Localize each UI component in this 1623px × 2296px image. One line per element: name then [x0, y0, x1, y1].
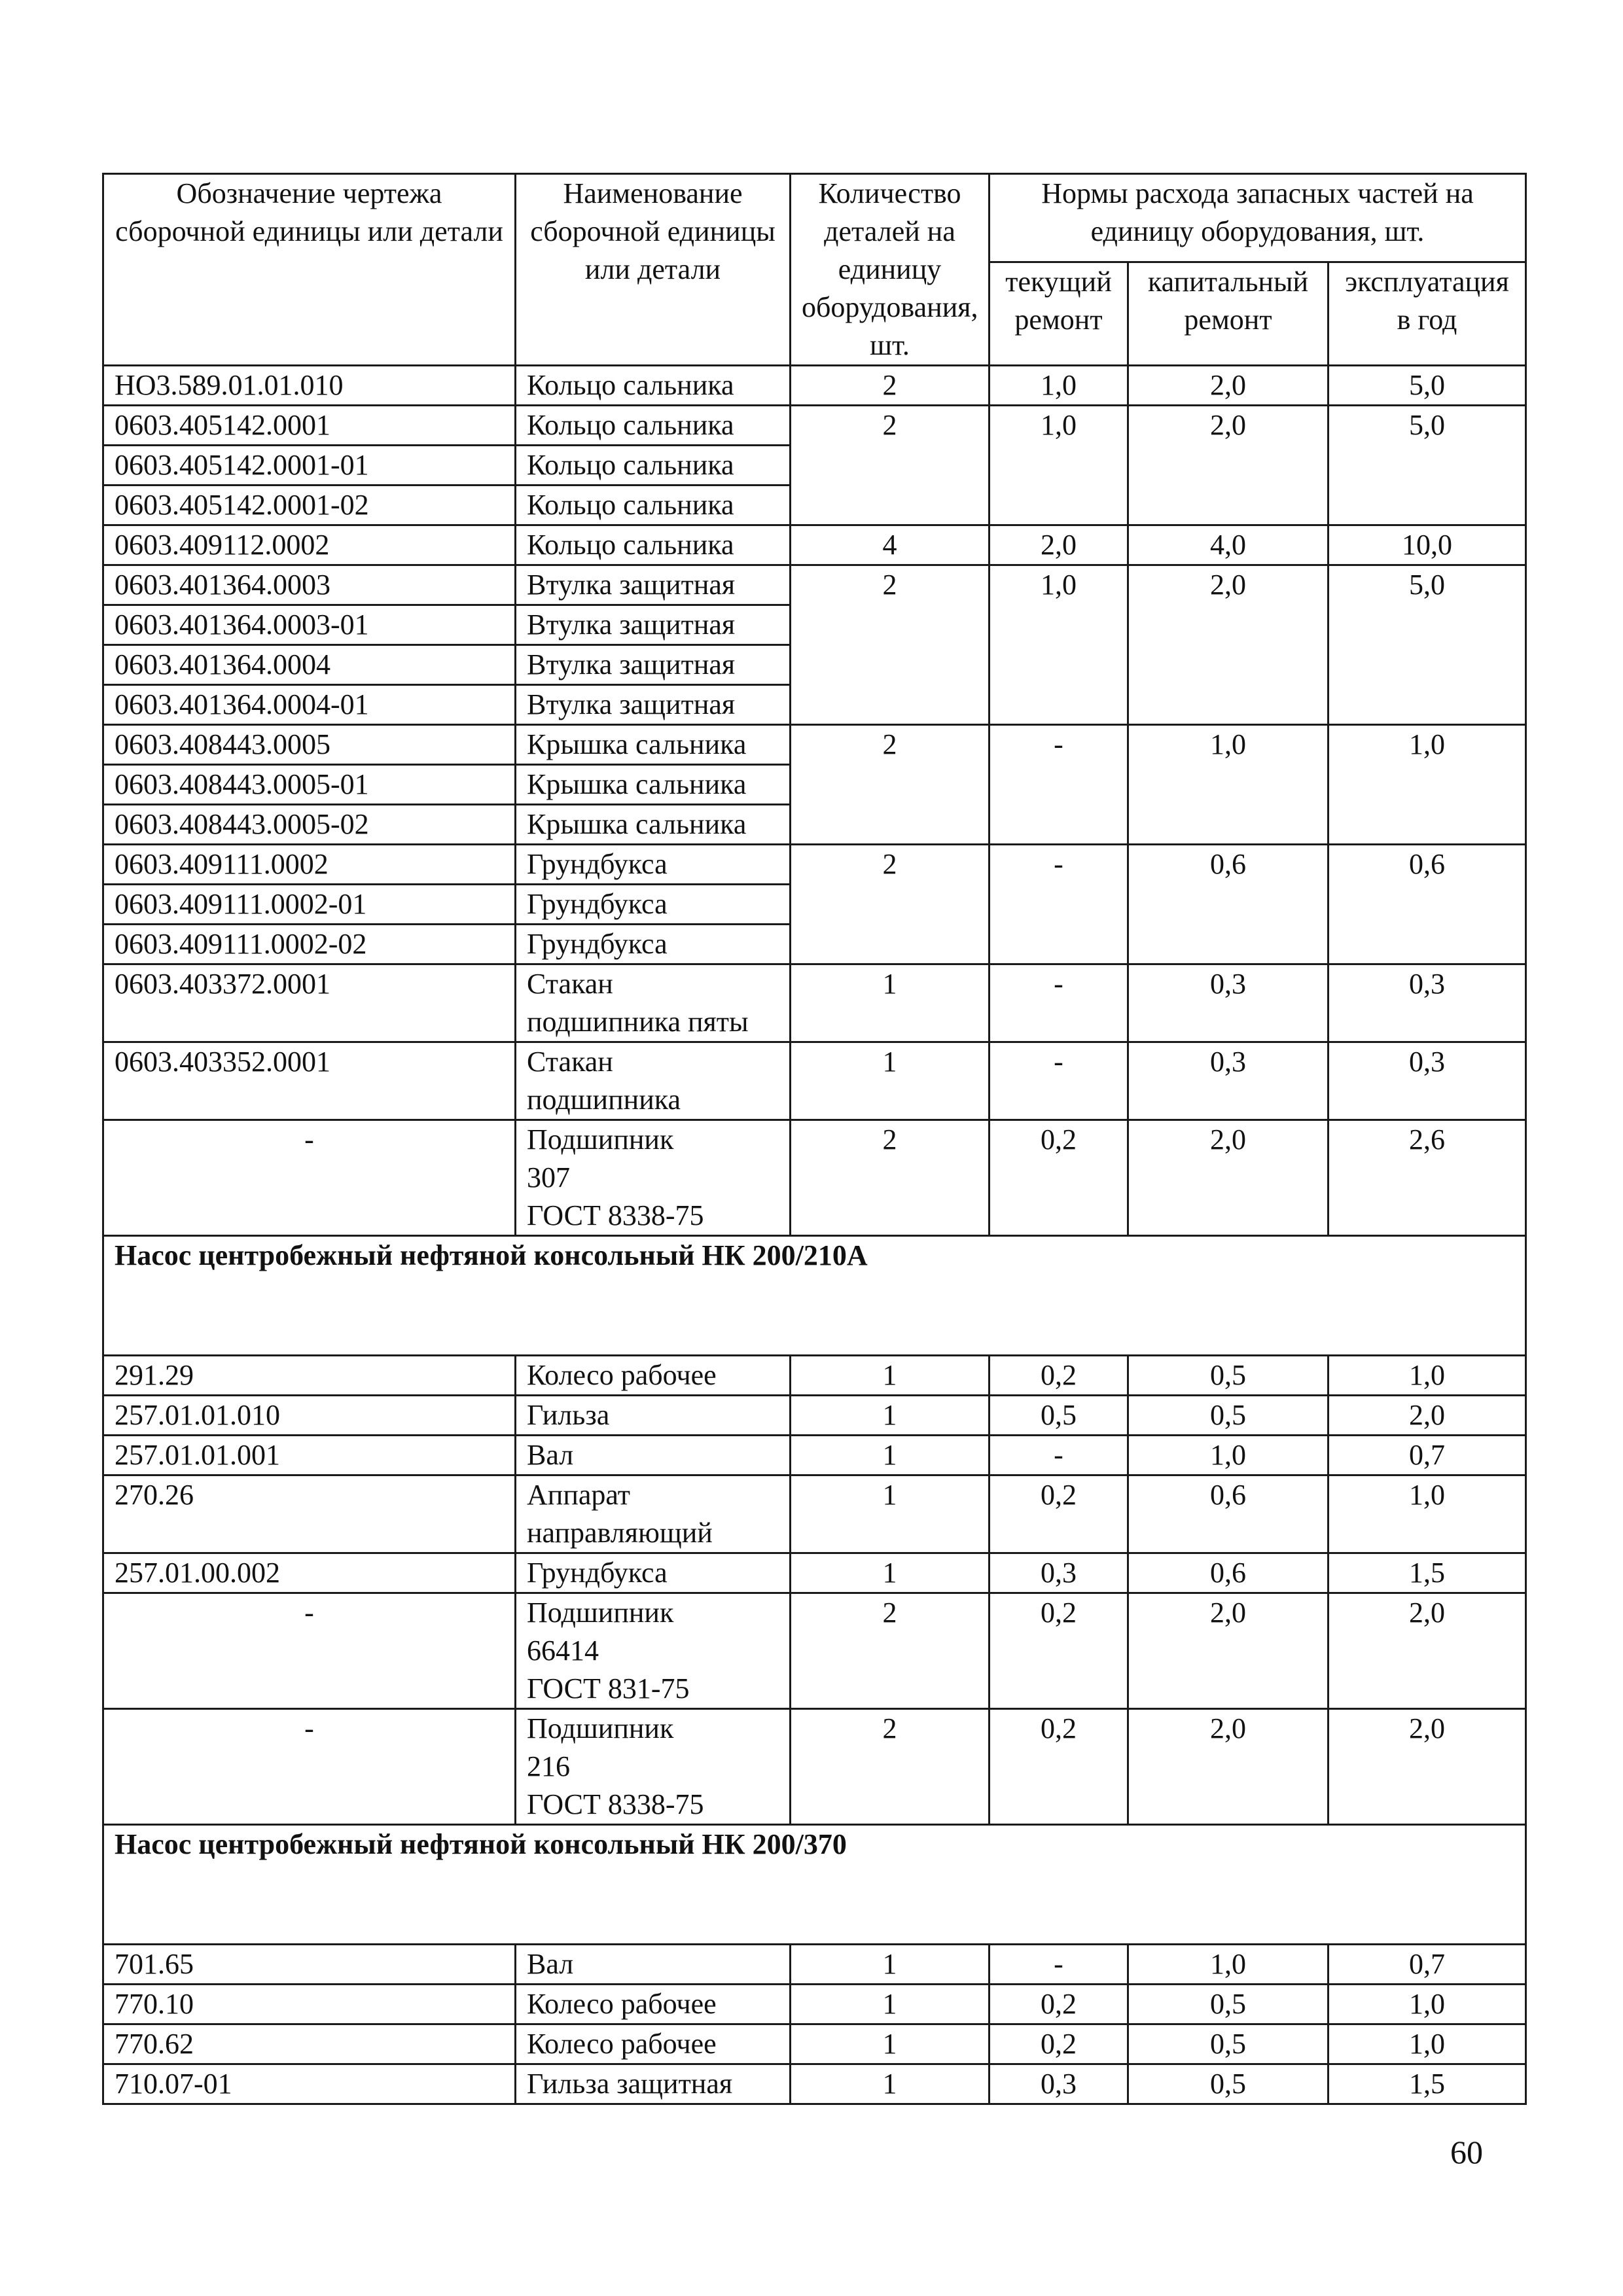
row-current: 1,0 [990, 366, 1128, 406]
row-capital: 0,5 [1128, 1396, 1329, 1436]
row-code: 0603.408443.0005-01 [103, 765, 516, 805]
row-capital: 0,5 [1128, 1985, 1329, 2024]
row-capital: 0,6 [1128, 1553, 1329, 1593]
row-operation: 5,0 [1329, 565, 1526, 725]
row-current: 0,3 [990, 2064, 1128, 2104]
row-name: Колесо рабочее [516, 1985, 791, 2024]
row-name: Колесо рабочее [516, 2024, 791, 2064]
row-current: 0,2 [990, 1475, 1128, 1553]
row-qty: 1 [791, 1985, 990, 2024]
header-designation: Обозначение чертежа сборочной единицы или детали [103, 174, 516, 366]
row-qty: 2 [791, 366, 990, 406]
row-name-line: ГОСТ 831-75 [527, 1672, 690, 1704]
row-current: - [990, 1436, 1128, 1475]
row-name-line: Подшипник [527, 1597, 674, 1629]
row-code: - [103, 1709, 516, 1825]
row-name: Втулка защитная [516, 685, 791, 725]
row-name-line: Стакан [527, 968, 613, 1000]
row-qty: 1 [791, 1553, 990, 1593]
row-operation: 1,0 [1329, 2024, 1526, 2064]
row-operation: 2,0 [1329, 1593, 1526, 1709]
row-capital: 2,0 [1128, 406, 1329, 525]
row-code: 710.07-01 [103, 2064, 516, 2104]
row-current: 0,2 [990, 2024, 1128, 2064]
row-code: - [103, 1593, 516, 1709]
row-name: Крышка сальника [516, 725, 791, 765]
header-capital-repair: капитальный ремонт [1128, 262, 1329, 365]
row-current: 0,2 [990, 1593, 1128, 1709]
row-code: 270.26 [103, 1475, 516, 1553]
row-operation: 5,0 [1329, 366, 1526, 406]
row-code: 257.01.00.002 [103, 1553, 516, 1593]
row-current: 1,0 [990, 406, 1128, 525]
row-current: 0,2 [990, 1709, 1128, 1825]
table-row [103, 1945, 1526, 1985]
row-code: 0603.405142.0001-01 [103, 446, 516, 486]
section-row [103, 1825, 1526, 1945]
row-name-line: подшипника [527, 1084, 681, 1116]
row-name: Кольцо сальника [516, 446, 791, 486]
row-operation: 1,0 [1329, 1356, 1526, 1396]
row-name: Втулка защитная [516, 565, 791, 605]
row-code: 770.62 [103, 2024, 516, 2064]
row-operation: 2,0 [1329, 1396, 1526, 1436]
table-row [103, 525, 1526, 565]
table-row [103, 1593, 1526, 1709]
row-name [516, 1593, 791, 1709]
row-current: 1,0 [990, 565, 1128, 725]
row-qty: 1 [791, 964, 990, 1042]
row-name-line: направляющий [527, 1517, 713, 1549]
row-capital: 2,0 [1128, 366, 1329, 406]
table-row [103, 2064, 1526, 2104]
row-name-line: 307 [527, 1161, 570, 1193]
row-name-line: ГОСТ 8338-75 [527, 1788, 704, 1820]
header-name: Наименование сборочной единицы или детали [516, 174, 791, 366]
row-code: 0603.401364.0003 [103, 565, 516, 605]
row-name-line: Стакан [527, 1046, 613, 1078]
row-capital: 0,5 [1128, 2064, 1329, 2104]
row-code: НО3.589.01.01.010 [103, 366, 516, 406]
row-name [516, 1709, 791, 1825]
row-name: Грундбукса [516, 885, 791, 925]
row-capital: 1,0 [1128, 1436, 1329, 1475]
row-code: 0603.403352.0001 [103, 1042, 516, 1120]
row-name: Кольцо сальника [516, 525, 791, 565]
row-code: 0603.401364.0003-01 [103, 605, 516, 645]
row-operation: 10,0 [1329, 525, 1526, 565]
row-name-line: Подшипник [527, 1712, 674, 1744]
row-name [516, 1042, 791, 1120]
row-operation: 1,5 [1329, 1553, 1526, 1593]
row-operation: 1,5 [1329, 2064, 1526, 2104]
row-capital: 0,5 [1128, 1356, 1329, 1396]
spare-parts-table [102, 173, 1527, 2105]
row-name: Колесо рабочее [516, 1356, 791, 1396]
row-current: 2,0 [990, 525, 1128, 565]
table-row [103, 725, 1526, 765]
header-quantity: Количество деталей на единицу оборудования, шт. [791, 174, 990, 366]
row-current: - [990, 964, 1128, 1042]
row-current: 0,2 [990, 1985, 1128, 2024]
row-current: 0,5 [990, 1396, 1128, 1436]
row-operation: 1,0 [1329, 1985, 1526, 2024]
row-code: 0603.409111.0002-01 [103, 885, 516, 925]
table-row [103, 1436, 1526, 1475]
row-qty: 1 [791, 2024, 990, 2064]
row-name: Грундбукса [516, 845, 791, 885]
row-current: - [990, 1042, 1128, 1120]
table-row [103, 2024, 1526, 2064]
row-code: 0603.408443.0005-02 [103, 805, 516, 845]
row-operation: 0,7 [1329, 1945, 1526, 1985]
row-current: 0,2 [990, 1356, 1128, 1396]
row-current: 0,3 [990, 1553, 1128, 1593]
row-capital: 2,0 [1128, 1120, 1329, 1236]
row-capital: 2,0 [1128, 1593, 1329, 1709]
row-name-line: подшипника пяты [527, 1006, 749, 1038]
row-qty: 2 [791, 1709, 990, 1825]
row-capital: 1,0 [1128, 1945, 1329, 1985]
row-name-line: Подшипник [527, 1123, 674, 1156]
row-qty: 2 [791, 725, 990, 845]
row-name-line: 216 [527, 1750, 570, 1782]
row-name: Кольцо сальника [516, 486, 791, 525]
table-row [103, 1475, 1526, 1553]
row-qty: 1 [791, 2064, 990, 2104]
row-name: Крышка сальника [516, 805, 791, 845]
row-name: Вал [516, 1945, 791, 1985]
row-qty: 1 [791, 1042, 990, 1120]
table-row [103, 1356, 1526, 1396]
row-code: 0603.409111.0002-02 [103, 925, 516, 964]
row-qty: 1 [791, 1436, 990, 1475]
table-row [103, 1396, 1526, 1436]
row-capital: 2,0 [1128, 565, 1329, 725]
row-name [516, 964, 791, 1042]
header-norms: Нормы расхода запасных частей на единицу оборудования, шт. [990, 174, 1526, 262]
row-current: - [990, 725, 1128, 845]
row-code: 291.29 [103, 1356, 516, 1396]
header-operation-year: эксплуатация в год [1329, 262, 1526, 365]
row-code: 770.10 [103, 1985, 516, 2024]
row-qty: 2 [791, 1120, 990, 1236]
section-title: Насос центробежный нефтяной консольный НК 200/210А [103, 1236, 1526, 1356]
row-qty: 2 [791, 845, 990, 964]
row-code: 0603.409111.0002 [103, 845, 516, 885]
row-name [516, 1475, 791, 1553]
table-row [103, 1709, 1526, 1825]
row-operation: 5,0 [1329, 406, 1526, 525]
row-code: 0603.401364.0004 [103, 645, 516, 685]
row-operation: 2,6 [1329, 1120, 1526, 1236]
row-current: 0,2 [990, 1120, 1128, 1236]
row-operation: 0,3 [1329, 964, 1526, 1042]
row-name: Кольцо сальника [516, 366, 791, 406]
table-row [103, 1553, 1526, 1593]
row-code: 257.01.01.001 [103, 1436, 516, 1475]
header-current-repair: текущий ремонт [990, 262, 1128, 365]
row-code: 0603.403372.0001 [103, 964, 516, 1042]
row-qty: 2 [791, 1593, 990, 1709]
row-qty: 2 [791, 406, 990, 525]
row-code: 257.01.01.010 [103, 1396, 516, 1436]
row-code: 0603.408443.0005 [103, 725, 516, 765]
row-qty: 1 [791, 1475, 990, 1553]
row-qty: 2 [791, 565, 990, 725]
row-name: Грундбукса [516, 925, 791, 964]
row-operation: 1,0 [1329, 1475, 1526, 1553]
row-qty: 1 [791, 1945, 990, 1985]
row-name: Втулка защитная [516, 645, 791, 685]
row-code: 701.65 [103, 1945, 516, 1985]
row-name: Вал [516, 1436, 791, 1475]
row-operation: 0,3 [1329, 1042, 1526, 1120]
row-code: 0603.405142.0001 [103, 406, 516, 446]
table-row [103, 366, 1526, 406]
row-name: Гильза защитная [516, 2064, 791, 2104]
row-name: Втулка защитная [516, 605, 791, 645]
table-row [103, 845, 1526, 885]
table-row [103, 1042, 1526, 1120]
row-code: 0603.405142.0001-02 [103, 486, 516, 525]
row-name: Гильза [516, 1396, 791, 1436]
row-name: Грундбукса [516, 1553, 791, 1593]
row-code: 0603.401364.0004-01 [103, 685, 516, 725]
row-capital: 1,0 [1128, 725, 1329, 845]
row-name: Крышка сальника [516, 765, 791, 805]
row-qty: 4 [791, 525, 990, 565]
row-qty: 1 [791, 1356, 990, 1396]
row-qty: 1 [791, 1396, 990, 1436]
row-code: 0603.409112.0002 [103, 525, 516, 565]
table-row [103, 565, 1526, 605]
table-row [103, 1120, 1526, 1236]
row-operation: 0,7 [1329, 1436, 1526, 1475]
row-operation: 0,6 [1329, 845, 1526, 964]
row-capital: 0,3 [1128, 1042, 1329, 1120]
table-row [103, 964, 1526, 1042]
row-name-line: Аппарат [527, 1479, 631, 1511]
table-row [103, 406, 1526, 446]
row-name-line: ГОСТ 8338-75 [527, 1199, 704, 1231]
row-name [516, 1120, 791, 1236]
row-name-line: 66414 [527, 1634, 599, 1667]
row-capital: 0,6 [1128, 1475, 1329, 1553]
row-operation: 1,0 [1329, 725, 1526, 845]
page-number: 60 [1450, 2134, 1483, 2170]
row-capital: 0,6 [1128, 845, 1329, 964]
row-capital: 4,0 [1128, 525, 1329, 565]
row-capital: 2,0 [1128, 1709, 1329, 1825]
row-name: Кольцо сальника [516, 406, 791, 446]
section-row [103, 1236, 1526, 1356]
section-title: Насос центробежный нефтяной консольный НК 200/370 [103, 1825, 1526, 1945]
row-code: - [103, 1120, 516, 1236]
row-operation: 2,0 [1329, 1709, 1526, 1825]
row-current: - [990, 845, 1128, 964]
table-row [103, 1985, 1526, 2024]
row-capital: 0,3 [1128, 964, 1329, 1042]
row-current: - [990, 1945, 1128, 1985]
row-capital: 0,5 [1128, 2024, 1329, 2064]
